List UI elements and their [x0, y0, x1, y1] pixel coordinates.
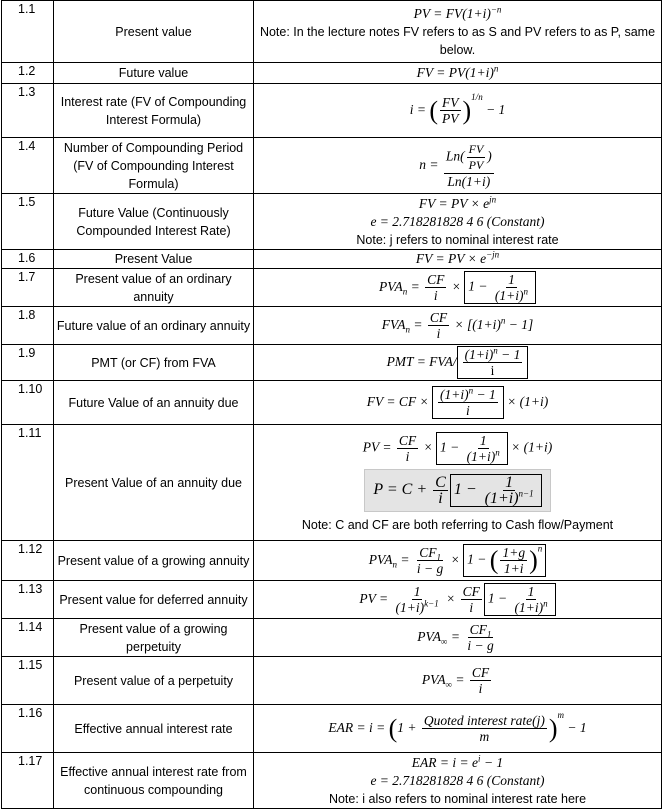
row-number: 1.10: [2, 381, 54, 425]
formula-alternate: P = C + $\frac{C}{i}$ 1 − $\frac{1}{(1+i)^{n-1}}$: [364, 469, 550, 512]
row-formula-cell: [254, 425, 662, 541]
row-description: Number of Compounding Period (FV of Compounding Interest Formula): [54, 138, 254, 194]
row-description: Effective annual interest rate: [54, 705, 254, 753]
formula-constant: e = 2.718281828 4 6 (Constant): [370, 213, 545, 229]
formula: EAR = i = (1 + $\frac{\text{Quoted interest rate(j)}}{m}$ )$^m$ − 1: [328, 709, 587, 744]
row-number: 1.14: [2, 619, 54, 657]
table-row: [2, 194, 662, 250]
row-number: 1.16: [2, 705, 54, 753]
formula: PV = $\frac{1}{(1+i)^{k-1}}$ × $\frac{CF}{i}$ 1 − $\frac{1}{(1+i)^n}$: [359, 591, 555, 606]
formula: FV = PV × $e^{jn}$: [418, 194, 497, 211]
row-number: 1.15: [2, 657, 54, 705]
table-row: [2, 581, 662, 619]
formula: n = Ln( $\frac{FV}{PV}$ ) Ln(1+i): [419, 142, 492, 189]
table-row: [2, 541, 662, 581]
row-description: PMT (or CF) from FVA: [54, 345, 254, 381]
formula-note: Note: C and CF are both referring to Cash flow/Payment: [301, 517, 614, 532]
formula: $PVA_n$ = $\frac{CF_1}{i - g}$ × 1 − ( $\frac{1+g}{1+i}$ )$^n$: [369, 552, 546, 567]
table-row: [2, 753, 662, 809]
table-row: [2, 619, 662, 657]
row-number: 1.4: [2, 138, 54, 194]
row-description: Interest rate (FV of Compounding Interest Formula): [54, 84, 254, 138]
formula: $PVA_\infty$ = $\frac{CF}{i}$: [421, 665, 490, 696]
row-formula-cell: [254, 657, 662, 705]
formula: FV = $PV(1+i)^n$: [416, 63, 499, 80]
row-description: Present value of an ordinary annuity: [54, 269, 254, 307]
table-row: [2, 84, 662, 138]
row-number: 1.11: [2, 425, 54, 541]
row-number: 1.9: [2, 345, 54, 381]
table-row: [2, 269, 662, 307]
row-description: Future Value (Continuously Compounded Interest Rate): [54, 194, 254, 250]
row-formula-cell: [254, 269, 662, 307]
row-description: Future value: [54, 63, 254, 84]
formula: $FVA_n$ = $\frac{CF}{i}$ × $[(1+i)^n - 1]$: [381, 310, 534, 341]
row-formula-cell: [254, 307, 662, 345]
row-formula-cell: [254, 84, 662, 138]
formula-note: Note: i also refers to nominal interest rate here: [328, 791, 587, 806]
formula: PV = $\frac{CF}{i}$ × 1 − $\frac{1}{(1+i)^n}$ × (1+i): [362, 432, 553, 464]
formula-constant: e = 2.718281828 4 6 (Constant): [370, 772, 545, 788]
row-description: Present Value of an annuity due: [54, 425, 254, 541]
finance-formula-table: [1, 0, 662, 809]
table-row: [2, 63, 662, 84]
row-formula-cell: [254, 619, 662, 657]
row-formula-cell: [254, 250, 662, 269]
row-description: Future value of an ordinary annuity: [54, 307, 254, 345]
row-formula-cell: [254, 581, 662, 619]
formula: $PVA_\infty$ = $\frac{CF_1}{i - g}$: [417, 622, 494, 653]
row-number: 1.12: [2, 541, 54, 581]
row-description: Present value for deferred annuity: [54, 581, 254, 619]
row-number: 1.6: [2, 250, 54, 269]
table-row: [2, 1, 662, 63]
row-description: Effective annual interest rate from continuous compounding: [54, 753, 254, 809]
row-number: 1.8: [2, 307, 54, 345]
row-formula-cell: [254, 63, 662, 84]
row-formula-cell: [254, 1, 662, 63]
formula: FV = CF × $\frac{(1+i)^n - 1}{i}$ × (1+i): [366, 385, 549, 418]
row-number: 1.2: [2, 63, 54, 84]
row-description: Present value of a growing annuity: [54, 541, 254, 581]
row-formula-cell: [254, 194, 662, 250]
formula-note: Note: In the lecture notes FV refers to as S and PV refers to as P, same below.: [259, 24, 656, 57]
row-number: 1.3: [2, 84, 54, 138]
row-description: Present value: [54, 1, 254, 63]
row-formula-cell: [254, 541, 662, 581]
table-row: [2, 345, 662, 381]
row-formula-cell: [254, 753, 662, 809]
row-formula-cell: [254, 345, 662, 381]
row-description: Future Value of an annuity due: [54, 381, 254, 425]
row-number: 1.1: [2, 1, 54, 63]
row-formula-cell: [254, 381, 662, 425]
table-row: [2, 381, 662, 425]
row-number: 1.13: [2, 581, 54, 619]
formula: PMT = FVA/ $\frac{(1+i)^n - 1}{i}$: [387, 354, 529, 369]
row-number: 1.17: [2, 753, 54, 809]
row-description: Present value of a growing perpetuity: [54, 619, 254, 657]
formula: EAR = $i = e^i - 1$: [411, 753, 504, 770]
table-row: [2, 705, 662, 753]
table-row: [2, 425, 662, 541]
row-description: Present Value: [54, 250, 254, 269]
table-row: [2, 307, 662, 345]
formula-note: Note: j refers to nominal interest rate: [356, 232, 559, 247]
table-row: [2, 657, 662, 705]
formula: $PVA_n$ = $\frac{CF}{i}$ × 1 − $\frac{1}{(1+i)^n}$: [379, 279, 536, 294]
row-formula-cell: [254, 705, 662, 753]
formula: i = ( $\frac{FV}{PV}$ )$^{1/n}$ − 1: [409, 91, 506, 126]
table-row: [2, 138, 662, 194]
formula: FV = PV × $e^{-jn}$: [415, 249, 500, 266]
row-number: 1.5: [2, 194, 54, 250]
row-description: Present value of a perpetuity: [54, 657, 254, 705]
row-formula-cell: [254, 138, 662, 194]
row-number: 1.7: [2, 269, 54, 307]
formula: PV = $FV(1+i)^{-n}$: [413, 4, 502, 21]
table-row: [2, 250, 662, 269]
